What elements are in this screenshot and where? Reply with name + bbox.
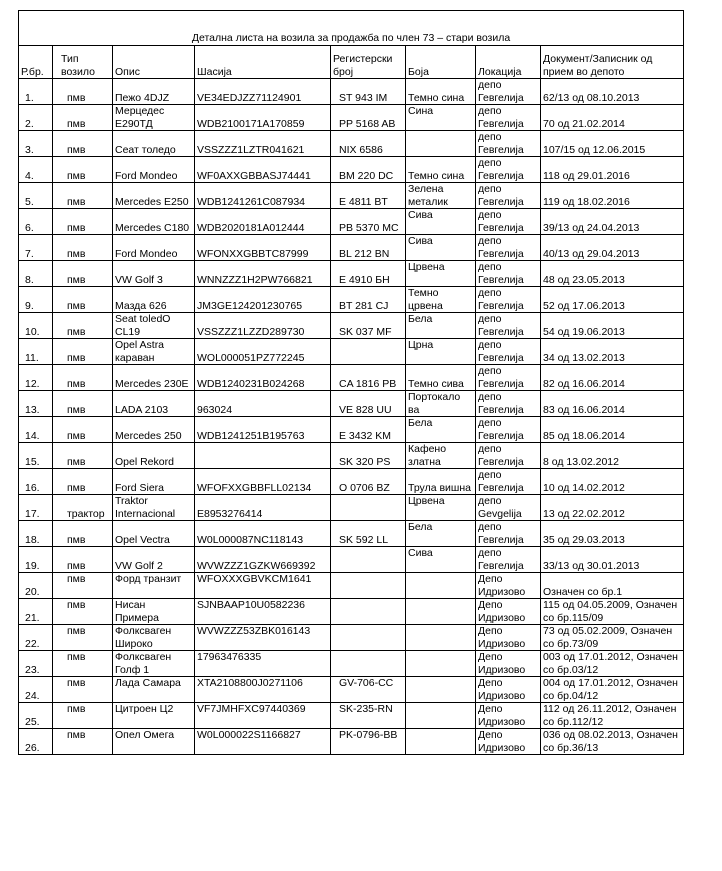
document-cell: 35 од 29.03.2013 bbox=[541, 521, 684, 547]
description-cell: Traktor Internacional bbox=[113, 495, 195, 521]
vehicle-type-cell: пмв bbox=[53, 261, 113, 287]
row-number-cell: 6. bbox=[19, 209, 53, 235]
header-document: Документ/Записник од прием во депото bbox=[541, 46, 684, 79]
table-row bbox=[19, 287, 684, 313]
header-row bbox=[19, 46, 684, 79]
table-row bbox=[19, 261, 684, 287]
table-row bbox=[19, 417, 684, 443]
chassis-cell: WF0AXXGBBASJ74441 bbox=[195, 157, 331, 183]
document-cell: 48 од 23.05.2013 bbox=[541, 261, 684, 287]
document-cell: 85 од 18.06.2014 bbox=[541, 417, 684, 443]
vehicle-type-cell: пмв bbox=[53, 599, 113, 625]
table-row bbox=[19, 105, 684, 131]
row-number-cell: 10. bbox=[19, 313, 53, 339]
header-color: Боја bbox=[406, 46, 476, 79]
chassis-cell: WFONXXGBBTC87999 bbox=[195, 235, 331, 261]
registration-cell: SK-235-RN bbox=[331, 703, 406, 729]
vehicle-type-cell: пмв bbox=[53, 573, 113, 599]
document-cell: 8 од 13.02.2012 bbox=[541, 443, 684, 469]
document-cell: 10 од 14.02.2012 bbox=[541, 469, 684, 495]
registration-cell: BM 220 DC bbox=[331, 157, 406, 183]
vehicle-type-cell: пмв bbox=[53, 131, 113, 157]
vehicle-type-cell: пмв bbox=[53, 365, 113, 391]
color-cell bbox=[406, 625, 476, 651]
document-cell: 004 од 17.01.2012, Означен со бр.04/12 bbox=[541, 677, 684, 703]
header-chassis: Шасија bbox=[195, 46, 331, 79]
document-cell: 70 од 21.02.2014 bbox=[541, 105, 684, 131]
chassis-cell: VSSZZZ1LZZD289730 bbox=[195, 313, 331, 339]
chassis-cell: WDB2100171A170859 bbox=[195, 105, 331, 131]
location-cell: депо Гевгелија bbox=[476, 287, 541, 313]
location-cell: депо Гевгелија bbox=[476, 547, 541, 573]
row-number-cell: 22. bbox=[19, 625, 53, 651]
document-cell: 036 од 08.02.2013, Означен со бр.36/13 bbox=[541, 729, 684, 755]
color-cell: Темно сина bbox=[406, 79, 476, 105]
color-cell: Бела bbox=[406, 417, 476, 443]
document-cell: 52 од 17.06.2013 bbox=[541, 287, 684, 313]
table-row bbox=[19, 235, 684, 261]
description-cell: Мерцедес E290ТД bbox=[113, 105, 195, 131]
location-cell: депо Гевгелија bbox=[476, 105, 541, 131]
location-cell: депо Гевгелија bbox=[476, 183, 541, 209]
description-cell: Opel Astra караван bbox=[113, 339, 195, 365]
description-cell: Цитроен Ц2 bbox=[113, 703, 195, 729]
location-cell: депо Гевгелија bbox=[476, 209, 541, 235]
chassis-cell: VSSZZZ1LZTR041621 bbox=[195, 131, 331, 157]
location-cell: депо Гевгелија bbox=[476, 417, 541, 443]
table-row bbox=[19, 391, 684, 417]
chassis-cell: WVWZZZ53ZBK016143 bbox=[195, 625, 331, 651]
description-cell: Фолксваген Голф 1 bbox=[113, 651, 195, 677]
registration-cell: SK 320 PS bbox=[331, 443, 406, 469]
color-cell bbox=[406, 729, 476, 755]
table-row bbox=[19, 469, 684, 495]
description-cell: Ford Mondeo bbox=[113, 235, 195, 261]
row-number-cell: 4. bbox=[19, 157, 53, 183]
registration-cell bbox=[331, 495, 406, 521]
chassis-cell: VF7JMHFXC97440369 bbox=[195, 703, 331, 729]
chassis-cell: SJNBAAP10U0582236 bbox=[195, 599, 331, 625]
vehicle-type-cell: пмв bbox=[53, 417, 113, 443]
row-number-cell: 14. bbox=[19, 417, 53, 443]
description-cell: Мазда 626 bbox=[113, 287, 195, 313]
vehicle-list-sheet bbox=[18, 10, 683, 755]
table-row bbox=[19, 547, 684, 573]
document-cell: 39/13 од 24.04.2013 bbox=[541, 209, 684, 235]
document-title: Детална листа на возила за продажба по член 73 – стари возила bbox=[19, 11, 684, 46]
vehicle-type-cell: пмв bbox=[53, 443, 113, 469]
row-number-cell: 5. bbox=[19, 183, 53, 209]
color-cell bbox=[406, 703, 476, 729]
row-number-cell: 16. bbox=[19, 469, 53, 495]
color-cell: Сина bbox=[406, 105, 476, 131]
chassis-cell: WNNZZZ1H2PW766821 bbox=[195, 261, 331, 287]
location-cell: депо Гевгелија bbox=[476, 365, 541, 391]
description-cell: Mercedes 250 bbox=[113, 417, 195, 443]
row-number-cell: 18. bbox=[19, 521, 53, 547]
color-cell bbox=[406, 573, 476, 599]
vehicle-table bbox=[18, 10, 684, 755]
table-row bbox=[19, 625, 684, 651]
description-cell: VW Golf 2 bbox=[113, 547, 195, 573]
vehicle-type-cell: пмв bbox=[53, 521, 113, 547]
document-cell: 40/13 од 29.04.2013 bbox=[541, 235, 684, 261]
document-cell: 82 од 16.06.2014 bbox=[541, 365, 684, 391]
color-cell bbox=[406, 599, 476, 625]
row-number-cell: 20. bbox=[19, 573, 53, 599]
description-cell: Mercedes E250 bbox=[113, 183, 195, 209]
document-cell: 54 од 19.06.2013 bbox=[541, 313, 684, 339]
color-cell: Темно црвена bbox=[406, 287, 476, 313]
color-cell: Портокало ва bbox=[406, 391, 476, 417]
document-cell: 112 од 26.11.2012, Означен со бр.112/12 bbox=[541, 703, 684, 729]
chassis-cell: 17963476335 bbox=[195, 651, 331, 677]
location-cell: депо Гевгелија bbox=[476, 521, 541, 547]
description-cell: Seat toledO CL19 bbox=[113, 313, 195, 339]
chassis-cell: VE34EDJZZ71124901 bbox=[195, 79, 331, 105]
table-row bbox=[19, 521, 684, 547]
row-number-cell: 15. bbox=[19, 443, 53, 469]
row-number-cell: 23. bbox=[19, 651, 53, 677]
chassis-cell: WVWZZZ1GZKW669392 bbox=[195, 547, 331, 573]
color-cell: Бела bbox=[406, 313, 476, 339]
description-cell: Opel Vectra bbox=[113, 521, 195, 547]
location-cell: депо Гевгелија bbox=[476, 131, 541, 157]
description-cell: Opel Rekord bbox=[113, 443, 195, 469]
registration-cell bbox=[331, 651, 406, 677]
vehicle-type-cell: пмв bbox=[53, 79, 113, 105]
registration-cell: PB 5370 MC bbox=[331, 209, 406, 235]
chassis-cell: WDB1241251B195763 bbox=[195, 417, 331, 443]
vehicle-type-cell: пмв bbox=[53, 313, 113, 339]
document-cell: 003 од 17.01.2012, Означен со бр.03/12 bbox=[541, 651, 684, 677]
location-cell: депо Гевгелија bbox=[476, 157, 541, 183]
document-cell: 118 од 29.01.2016 bbox=[541, 157, 684, 183]
row-number-cell: 8. bbox=[19, 261, 53, 287]
row-number-cell: 2. bbox=[19, 105, 53, 131]
chassis-cell: WFOXXXGBVKCM1641 bbox=[195, 573, 331, 599]
table-row bbox=[19, 339, 684, 365]
description-cell: Опел Омега bbox=[113, 729, 195, 755]
chassis-cell: W0L000087NC118143 bbox=[195, 521, 331, 547]
color-cell: Сива bbox=[406, 209, 476, 235]
vehicle-type-cell: пмв bbox=[53, 677, 113, 703]
chassis-cell: E8953276414 bbox=[195, 495, 331, 521]
location-cell: Депо Идризово bbox=[476, 677, 541, 703]
chassis-cell: WDB2020181A012444 bbox=[195, 209, 331, 235]
description-cell: Ford Siera bbox=[113, 469, 195, 495]
registration-cell: E 4811 BT bbox=[331, 183, 406, 209]
row-number-cell: 26. bbox=[19, 729, 53, 755]
registration-cell bbox=[331, 547, 406, 573]
description-cell: Нисан Примера bbox=[113, 599, 195, 625]
location-cell: депо Гевгелија bbox=[476, 339, 541, 365]
location-cell: депо Гевгелија bbox=[476, 391, 541, 417]
color-cell bbox=[406, 651, 476, 677]
table-row bbox=[19, 677, 684, 703]
vehicle-type-cell: пмв bbox=[53, 339, 113, 365]
chassis-cell: WDB1241261C087934 bbox=[195, 183, 331, 209]
row-number-cell: 12. bbox=[19, 365, 53, 391]
registration-cell: VE 828 UU bbox=[331, 391, 406, 417]
chassis-cell: XTA2108800J0271106 bbox=[195, 677, 331, 703]
document-cell: 33/13 од 30.01.2013 bbox=[541, 547, 684, 573]
table-row bbox=[19, 703, 684, 729]
registration-cell: PK-0796-BB bbox=[331, 729, 406, 755]
row-number-cell: 21. bbox=[19, 599, 53, 625]
vehicle-type-cell: пмв bbox=[53, 625, 113, 651]
table-row bbox=[19, 131, 684, 157]
description-cell: Mercedes 230E bbox=[113, 365, 195, 391]
vehicle-type-cell: пмв bbox=[53, 235, 113, 261]
registration-cell: ST 943 IM bbox=[331, 79, 406, 105]
vehicle-type-cell: пмв bbox=[53, 287, 113, 313]
registration-cell: PP 5168 AB bbox=[331, 105, 406, 131]
document-cell: 62/13 од 08.10.2013 bbox=[541, 79, 684, 105]
color-cell: Црвена bbox=[406, 261, 476, 287]
table-row bbox=[19, 365, 684, 391]
row-number-cell: 25. bbox=[19, 703, 53, 729]
row-number-cell: 3. bbox=[19, 131, 53, 157]
vehicle-type-cell: пмв bbox=[53, 703, 113, 729]
color-cell: Бела bbox=[406, 521, 476, 547]
row-number-cell: 17. bbox=[19, 495, 53, 521]
registration-cell: NIX 6586 bbox=[331, 131, 406, 157]
table-row bbox=[19, 495, 684, 521]
chassis-cell: W0L000022S1166827 bbox=[195, 729, 331, 755]
registration-cell: E 4910 БН bbox=[331, 261, 406, 287]
registration-cell: SK 592 LL bbox=[331, 521, 406, 547]
location-cell: депо Гевгелија bbox=[476, 469, 541, 495]
registration-cell bbox=[331, 573, 406, 599]
registration-cell: GV-706-CC bbox=[331, 677, 406, 703]
table-row bbox=[19, 209, 684, 235]
chassis-cell: JM3GE124201230765 bbox=[195, 287, 331, 313]
location-cell: депо Гевгелија bbox=[476, 79, 541, 105]
document-cell: Означен со бр.1 bbox=[541, 573, 684, 599]
registration-cell: BL 212 BN bbox=[331, 235, 406, 261]
registration-cell: SK 037 MF bbox=[331, 313, 406, 339]
description-cell: Лада Самара bbox=[113, 677, 195, 703]
row-number-cell: 1. bbox=[19, 79, 53, 105]
registration-cell: BT 281 CJ bbox=[331, 287, 406, 313]
table-row bbox=[19, 443, 684, 469]
document-cell: 73 од 05.02.2009, Означен со бр.73/09 bbox=[541, 625, 684, 651]
description-cell: Фолксваген Широко bbox=[113, 625, 195, 651]
registration-cell bbox=[331, 339, 406, 365]
row-number-cell: 11. bbox=[19, 339, 53, 365]
document-cell: 107/15 од 12.06.2015 bbox=[541, 131, 684, 157]
header-vehicle-type: Тип возило bbox=[53, 46, 113, 79]
table-row bbox=[19, 79, 684, 105]
document-cell: 83 од 16.06.2014 bbox=[541, 391, 684, 417]
vehicle-type-cell: пмв bbox=[53, 157, 113, 183]
color-cell bbox=[406, 677, 476, 703]
color-cell: Трула вишна bbox=[406, 469, 476, 495]
description-cell: Пежо 4DJZ bbox=[113, 79, 195, 105]
registration-cell: O 0706 BZ bbox=[331, 469, 406, 495]
location-cell: депо Gevgelija bbox=[476, 495, 541, 521]
location-cell: Депо Идризово bbox=[476, 625, 541, 651]
color-cell: Црвена bbox=[406, 495, 476, 521]
vehicle-type-cell: пмв bbox=[53, 729, 113, 755]
chassis-cell: WFOFXXGBBFLL02134 bbox=[195, 469, 331, 495]
vehicle-type-cell: пмв bbox=[53, 469, 113, 495]
color-cell: Зелена металик bbox=[406, 183, 476, 209]
row-number-cell: 24. bbox=[19, 677, 53, 703]
row-number-cell: 13. bbox=[19, 391, 53, 417]
vehicle-type-cell: пмв bbox=[53, 105, 113, 131]
chassis-cell bbox=[195, 443, 331, 469]
document-cell: 34 од 13.02.2013 bbox=[541, 339, 684, 365]
vehicle-type-cell: трактор bbox=[53, 495, 113, 521]
chassis-cell: WDB1240231B024268 bbox=[195, 365, 331, 391]
document-cell: 13 од 22.02.2012 bbox=[541, 495, 684, 521]
description-cell: VW Golf 3 bbox=[113, 261, 195, 287]
location-cell: Депо Идризово bbox=[476, 573, 541, 599]
description-cell: LADA 2103 bbox=[113, 391, 195, 417]
row-number-cell: 7. bbox=[19, 235, 53, 261]
table-row bbox=[19, 183, 684, 209]
location-cell: Депо Идризово bbox=[476, 703, 541, 729]
table-row bbox=[19, 157, 684, 183]
color-cell: Сива bbox=[406, 547, 476, 573]
location-cell: депо Гевгелија bbox=[476, 235, 541, 261]
header-registration: Регистерски број bbox=[331, 46, 406, 79]
header-location: Локација bbox=[476, 46, 541, 79]
document-cell: 119 од 18.02.2016 bbox=[541, 183, 684, 209]
row-number-cell: 19. bbox=[19, 547, 53, 573]
document-cell: 115 од 04.05.2009, Означен со бр.115/09 bbox=[541, 599, 684, 625]
table-row bbox=[19, 651, 684, 677]
location-cell: депо Гевгелија bbox=[476, 443, 541, 469]
description-cell: Mercedes C180 bbox=[113, 209, 195, 235]
location-cell: Депо Идризово bbox=[476, 651, 541, 677]
color-cell: Темно сина bbox=[406, 157, 476, 183]
color-cell: Сива bbox=[406, 235, 476, 261]
color-cell: Темно сива bbox=[406, 365, 476, 391]
vehicle-type-cell: пмв bbox=[53, 183, 113, 209]
table-row bbox=[19, 313, 684, 339]
registration-cell bbox=[331, 625, 406, 651]
color-cell: Црна bbox=[406, 339, 476, 365]
registration-cell bbox=[331, 599, 406, 625]
chassis-cell: 963024 bbox=[195, 391, 331, 417]
location-cell: депо Гевгелија bbox=[476, 261, 541, 287]
registration-cell: E 3432 KM bbox=[331, 417, 406, 443]
description-cell: Ford Mondeo bbox=[113, 157, 195, 183]
table-row bbox=[19, 573, 684, 599]
vehicle-type-cell: пмв bbox=[53, 547, 113, 573]
header-description: Опис bbox=[113, 46, 195, 79]
chassis-cell: WOL000051PZ772245 bbox=[195, 339, 331, 365]
table-row bbox=[19, 729, 684, 755]
location-cell: Депо Идризово bbox=[476, 599, 541, 625]
color-cell bbox=[406, 131, 476, 157]
vehicle-type-cell: пмв bbox=[53, 209, 113, 235]
color-cell: Кафено златна bbox=[406, 443, 476, 469]
registration-cell: CA 1816 PB bbox=[331, 365, 406, 391]
row-number-cell: 9. bbox=[19, 287, 53, 313]
vehicle-type-cell: пмв bbox=[53, 391, 113, 417]
vehicle-type-cell: пмв bbox=[53, 651, 113, 677]
description-cell: Сеат толедо bbox=[113, 131, 195, 157]
table-row bbox=[19, 599, 684, 625]
location-cell: Депо Идризово bbox=[476, 729, 541, 755]
header-number: Р.бр. bbox=[19, 46, 53, 79]
location-cell: депо Гевгелија bbox=[476, 313, 541, 339]
title-row bbox=[19, 11, 684, 46]
description-cell: Форд транзит bbox=[113, 573, 195, 599]
